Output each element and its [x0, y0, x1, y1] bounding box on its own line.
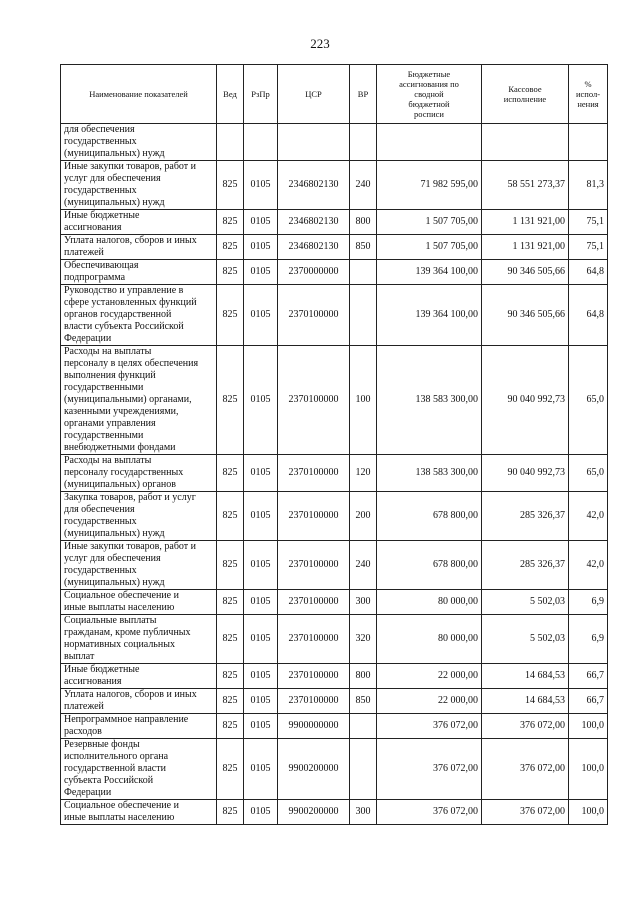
- cell-assignments: 80 000,00: [377, 615, 482, 664]
- cell-rzpr: 0105: [244, 235, 278, 260]
- cell-cash-execution: 1 131 921,00: [482, 210, 569, 235]
- cell-ved: 825: [217, 260, 244, 285]
- table-row: [61, 492, 608, 541]
- cell-vr: 300: [350, 590, 377, 615]
- header-assignments: Бюджетные ассигнования по сводной бюджетной росписи: [377, 65, 482, 124]
- cell-vr: 200: [350, 492, 377, 541]
- cell-csr: 2346802130: [278, 235, 350, 260]
- cell-cash-execution: 285 326,37: [482, 541, 569, 590]
- table-row: [61, 541, 608, 590]
- cell-ved: 825: [217, 235, 244, 260]
- cell-vr: 800: [350, 664, 377, 689]
- cell-csr: 2370100000: [278, 615, 350, 664]
- cell-vr: [350, 714, 377, 739]
- cell-rzpr: 0105: [244, 285, 278, 346]
- header-rzpr: РзПр: [244, 65, 278, 124]
- cell-name: Непрограммное направление расходов: [61, 714, 217, 739]
- cell-cash-execution: 376 072,00: [482, 714, 569, 739]
- cell-csr: 2370100000: [278, 664, 350, 689]
- table-row: [61, 210, 608, 235]
- cell-rzpr: 0105: [244, 664, 278, 689]
- cell-percent: 65,0: [569, 455, 608, 492]
- cell-name: Уплата налогов, сборов и иных платежей: [61, 689, 217, 714]
- cell-ved: 825: [217, 285, 244, 346]
- cell-csr: 2346802130: [278, 161, 350, 210]
- cell-vr: 100: [350, 346, 377, 455]
- cell-ved: 825: [217, 492, 244, 541]
- cell-cash-execution: 14 684,53: [482, 689, 569, 714]
- cell-rzpr: 0105: [244, 800, 278, 825]
- cell-vr: 850: [350, 689, 377, 714]
- cell-name: Иные закупки товаров, работ и услуг для обеспечения государственных (муниципальных) нужд: [61, 541, 217, 590]
- cell-ved: 825: [217, 800, 244, 825]
- header-percent: % испол- нения: [569, 65, 608, 124]
- table-body: [61, 124, 608, 825]
- cell-name: Расходы на выплаты персоналу государственных (муниципальных) органов: [61, 455, 217, 492]
- cell-vr: 120: [350, 455, 377, 492]
- cell-csr: 2370100000: [278, 492, 350, 541]
- cell-assignments: 71 982 595,00: [377, 161, 482, 210]
- cell-name: для обеспечения государственных (муниципальных) нужд: [61, 124, 217, 161]
- cell-name: Уплата налогов, сборов и иных платежей: [61, 235, 217, 260]
- cell-rzpr: 0105: [244, 541, 278, 590]
- cell-cash-execution: 5 502,03: [482, 615, 569, 664]
- cell-percent: 6,9: [569, 590, 608, 615]
- cell-name: Закупка товаров, работ и услуг для обеспечения государственных (муниципальных) нужд: [61, 492, 217, 541]
- cell-ved: 825: [217, 161, 244, 210]
- cell-ved: 825: [217, 210, 244, 235]
- cell-name: Руководство и управление в сфере установленных функций органов государственной власти субъекта Российской Федерации: [61, 285, 217, 346]
- cell-cash-execution: 5 502,03: [482, 590, 569, 615]
- cell-rzpr: 0105: [244, 590, 278, 615]
- cell-assignments: 1 507 705,00: [377, 210, 482, 235]
- cell-percent: 100,0: [569, 714, 608, 739]
- cell-rzpr: 0105: [244, 739, 278, 800]
- table-row: [61, 800, 608, 825]
- cell-csr: 9900000000: [278, 714, 350, 739]
- cell-rzpr: 0105: [244, 260, 278, 285]
- cell-assignments: 678 800,00: [377, 492, 482, 541]
- cell-rzpr: 0105: [244, 455, 278, 492]
- table-row: [61, 739, 608, 800]
- table-row: [61, 714, 608, 739]
- table-row: [61, 455, 608, 492]
- table-row: [61, 689, 608, 714]
- cell-assignments: 22 000,00: [377, 664, 482, 689]
- cell-percent: 66,7: [569, 689, 608, 714]
- cell-csr: 2370100000: [278, 541, 350, 590]
- cell-cash-execution: 90 346 505,66: [482, 285, 569, 346]
- cell-cash-execution: 90 346 505,66: [482, 260, 569, 285]
- cell-percent: 65,0: [569, 346, 608, 455]
- cell-cash-execution: 58 551 273,37: [482, 161, 569, 210]
- cell-csr: [278, 124, 350, 161]
- cell-cash-execution: [482, 124, 569, 161]
- cell-ved: 825: [217, 714, 244, 739]
- cell-name: Расходы на выплаты персоналу в целях обеспечения выполнения функций государственными (муниципальными) органами, казенными учреждениями, органами управления государственными внебюджетными фондами: [61, 346, 217, 455]
- cell-cash-execution: 1 131 921,00: [482, 235, 569, 260]
- cell-vr: [350, 124, 377, 161]
- cell-rzpr: 0105: [244, 492, 278, 541]
- table-row: [61, 615, 608, 664]
- cell-vr: 240: [350, 161, 377, 210]
- cell-rzpr: 0105: [244, 161, 278, 210]
- cell-csr: 9900200000: [278, 800, 350, 825]
- cell-ved: 825: [217, 739, 244, 800]
- cell-csr: 2370100000: [278, 455, 350, 492]
- table-row: [61, 590, 608, 615]
- cell-ved: 825: [217, 664, 244, 689]
- table-row: [61, 260, 608, 285]
- cell-name: Иные бюджетные ассигнования: [61, 664, 217, 689]
- header-name: Наименование показателей: [61, 65, 217, 124]
- cell-cash-execution: 14 684,53: [482, 664, 569, 689]
- cell-percent: 100,0: [569, 739, 608, 800]
- cell-csr: 9900200000: [278, 739, 350, 800]
- cell-assignments: 376 072,00: [377, 739, 482, 800]
- cell-name: Социальное обеспечение и иные выплаты населению: [61, 800, 217, 825]
- cell-percent: 42,0: [569, 492, 608, 541]
- cell-rzpr: 0105: [244, 714, 278, 739]
- cell-vr: 850: [350, 235, 377, 260]
- cell-cash-execution: 376 072,00: [482, 739, 569, 800]
- cell-name: Социальные выплаты гражданам, кроме публичных нормативных социальных выплат: [61, 615, 217, 664]
- cell-percent: [569, 124, 608, 161]
- cell-name: Социальное обеспечение и иные выплаты населению: [61, 590, 217, 615]
- cell-csr: 2370100000: [278, 689, 350, 714]
- table-header-row: [61, 65, 608, 124]
- cell-name: Обеспечивающая подпрограмма: [61, 260, 217, 285]
- cell-assignments: 138 583 300,00: [377, 455, 482, 492]
- cell-percent: 64,8: [569, 260, 608, 285]
- cell-rzpr: 0105: [244, 210, 278, 235]
- cell-name: Резервные фонды исполнительного органа государственной власти субъекта Российской Федерации: [61, 739, 217, 800]
- cell-percent: 81,3: [569, 161, 608, 210]
- cell-assignments: 139 364 100,00: [377, 285, 482, 346]
- cell-rzpr: 0105: [244, 615, 278, 664]
- header-vr: ВР: [350, 65, 377, 124]
- cell-rzpr: 0105: [244, 689, 278, 714]
- cell-csr: 2370100000: [278, 346, 350, 455]
- cell-percent: 75,1: [569, 235, 608, 260]
- cell-vr: 300: [350, 800, 377, 825]
- cell-csr: 2346802130: [278, 210, 350, 235]
- cell-percent: 100,0: [569, 800, 608, 825]
- cell-assignments: 80 000,00: [377, 590, 482, 615]
- cell-vr: 240: [350, 541, 377, 590]
- cell-rzpr: 0105: [244, 346, 278, 455]
- page-number: 223: [310, 36, 330, 51]
- cell-cash-execution: 376 072,00: [482, 800, 569, 825]
- cell-rzpr: [244, 124, 278, 161]
- cell-percent: 64,8: [569, 285, 608, 346]
- cell-percent: 6,9: [569, 615, 608, 664]
- cell-percent: 66,7: [569, 664, 608, 689]
- cell-ved: 825: [217, 615, 244, 664]
- budget-execution-table: [60, 64, 608, 825]
- cell-csr: 2370100000: [278, 285, 350, 346]
- cell-vr: [350, 285, 377, 346]
- cell-assignments: 1 507 705,00: [377, 235, 482, 260]
- cell-cash-execution: 90 040 992,73: [482, 455, 569, 492]
- cell-vr: [350, 260, 377, 285]
- cell-cash-execution: 90 040 992,73: [482, 346, 569, 455]
- cell-ved: 825: [217, 455, 244, 492]
- table-row: [61, 235, 608, 260]
- cell-assignments: 376 072,00: [377, 800, 482, 825]
- cell-ved: 825: [217, 590, 244, 615]
- cell-vr: 320: [350, 615, 377, 664]
- header-ved: Вед: [217, 65, 244, 124]
- header-csr: ЦСР: [278, 65, 350, 124]
- table-row: [61, 161, 608, 210]
- table-row: [61, 285, 608, 346]
- cell-percent: 75,1: [569, 210, 608, 235]
- cell-ved: [217, 124, 244, 161]
- cell-ved: 825: [217, 689, 244, 714]
- table-row: [61, 346, 608, 455]
- cell-cash-execution: 285 326,37: [482, 492, 569, 541]
- cell-ved: 825: [217, 346, 244, 455]
- cell-csr: 2370000000: [278, 260, 350, 285]
- cell-ved: 825: [217, 541, 244, 590]
- cell-vr: [350, 739, 377, 800]
- table-row: [61, 124, 608, 161]
- cell-assignments: 376 072,00: [377, 714, 482, 739]
- cell-assignments: 138 583 300,00: [377, 346, 482, 455]
- cell-percent: 42,0: [569, 541, 608, 590]
- cell-name: Иные закупки товаров, работ и услуг для обеспечения государственных (муниципальных) нужд: [61, 161, 217, 210]
- table-row: [61, 664, 608, 689]
- cell-assignments: 22 000,00: [377, 689, 482, 714]
- header-cash-execution: Кассовое исполнение: [482, 65, 569, 124]
- cell-csr: 2370100000: [278, 590, 350, 615]
- cell-assignments: [377, 124, 482, 161]
- cell-assignments: 678 800,00: [377, 541, 482, 590]
- cell-assignments: 139 364 100,00: [377, 260, 482, 285]
- cell-vr: 800: [350, 210, 377, 235]
- cell-name: Иные бюджетные ассигнования: [61, 210, 217, 235]
